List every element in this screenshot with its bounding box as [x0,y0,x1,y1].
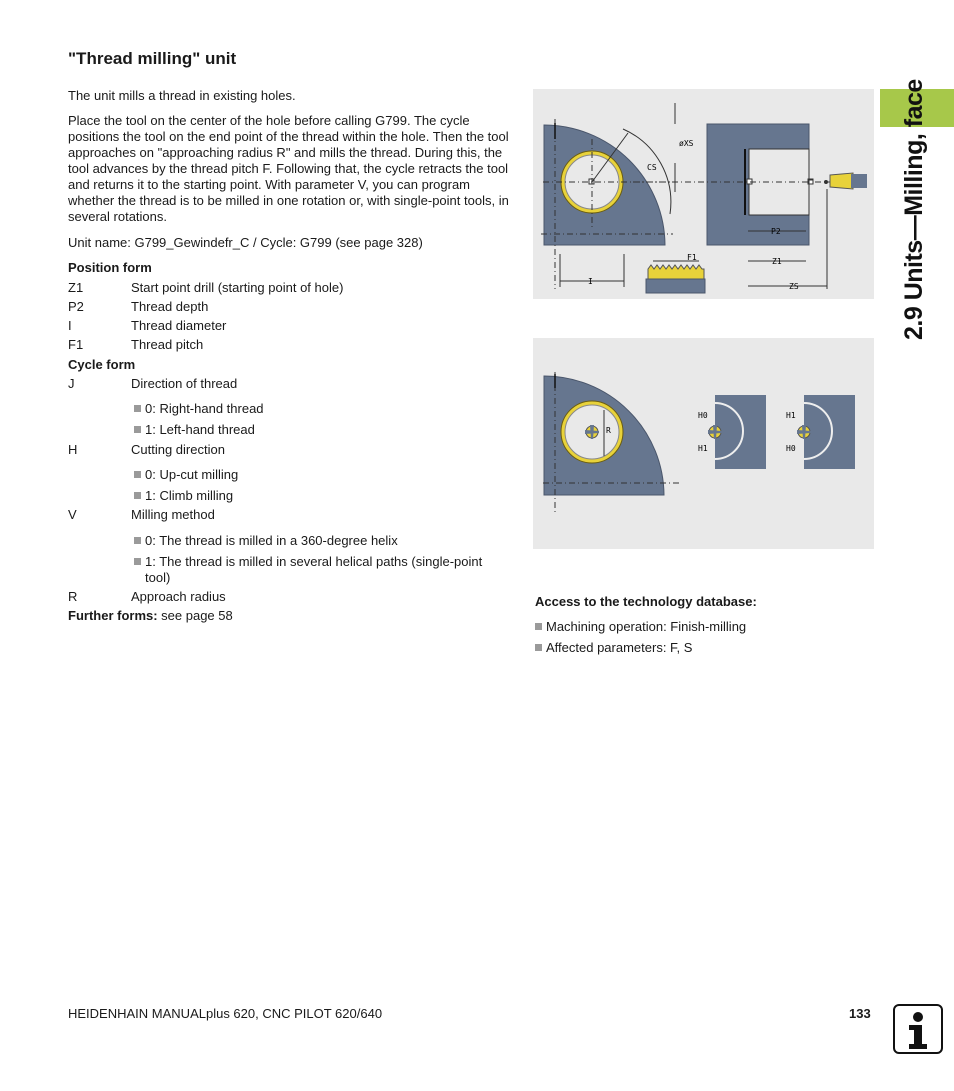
page-title: "Thread milling" unit [68,49,237,68]
option-item: 0: Up-cut milling [134,467,238,483]
bullet-icon [134,558,141,565]
label-h1: H1 [786,411,796,420]
label-cs: CS [647,163,657,172]
unit-name: Unit name: G799_Gewindefr_C / Cycle: G799 (see page 328) [68,235,423,250]
option-item: 1: Left-hand thread [134,422,255,438]
label-p2: P2 [771,227,781,236]
footer-text: HEIDENHAIN MANUALplus 620, CNC PILOT 620/640 [68,1006,383,1021]
bullet-icon [134,471,141,478]
figure-approach-directions [533,338,874,549]
param-code: H [68,442,78,457]
param-desc: Cutting direction [131,442,225,457]
label-h0: H0 [698,411,708,420]
access-item: Affected parameters: F, S [535,640,692,656]
body-text: Place the tool on the center of the hole before calling G799. The cycle positions the tool on the end point of the thread within the hole. Then the tool approaches on "approaching radius R" and mills the thread. During this, the tool advances by the thread pitch F. Following that, the cycle retracts the tool and returns it to the starting point. With parameter V, you can program whether the thread is to be milled in one rotation or, with single-point tools, in several rotations. [68,113,509,224]
position-form-title: Position form [68,260,152,275]
param-code: R [68,589,78,604]
bullet-icon [134,426,141,433]
further-forms: Further forms: see page 58 [68,608,233,623]
param-desc: Start point drill (starting point of hole) [131,280,344,295]
param-code: Z1 [68,280,84,295]
access-title: Access to the technology database: [535,594,757,609]
param-code: J [68,376,75,391]
param-desc: Direction of thread [131,376,238,391]
label-f1: F1 [687,253,697,262]
option-item: 0: The thread is milled in a 360-degree helix [134,533,398,549]
param-desc: Thread pitch [131,337,204,352]
option-item: 1: Climb milling [134,488,233,504]
bullet-icon [134,492,141,499]
label-h1: H1 [698,444,708,453]
approach-diagram [533,338,874,549]
param-desc: Milling method [131,507,215,522]
page-number: 133 [849,1006,871,1021]
param-code: V [68,507,77,522]
param-code: F1 [68,337,84,352]
param-code: I [68,318,72,333]
label-xs: øXS [679,139,694,148]
label-i: I [588,277,593,286]
intro-text: The unit mills a thread in existing holes. [68,88,296,103]
figure-thread-geometry [533,89,874,299]
bullet-icon [134,405,141,412]
label-h0: H0 [786,444,796,453]
param-code: P2 [68,299,84,314]
bullet-icon [535,644,542,651]
label-z1: Z1 [772,257,782,266]
param-desc: Thread diameter [131,318,227,333]
option-item: 1: The thread is milled in several helical paths (single-point tool) [134,554,494,586]
label-zs: ZS [789,282,799,291]
bullet-icon [134,537,141,544]
bullet-icon [535,623,542,630]
label-r: R [606,426,611,435]
option-item: 0: Right-hand thread [134,401,264,417]
access-item: Machining operation: Finish-milling [535,619,746,635]
param-desc: Approach radius [131,589,226,604]
param-desc: Thread depth [131,299,209,314]
info-icon [893,1004,943,1054]
cycle-form-title: Cycle form [68,357,136,372]
thread-diagram [533,89,874,299]
